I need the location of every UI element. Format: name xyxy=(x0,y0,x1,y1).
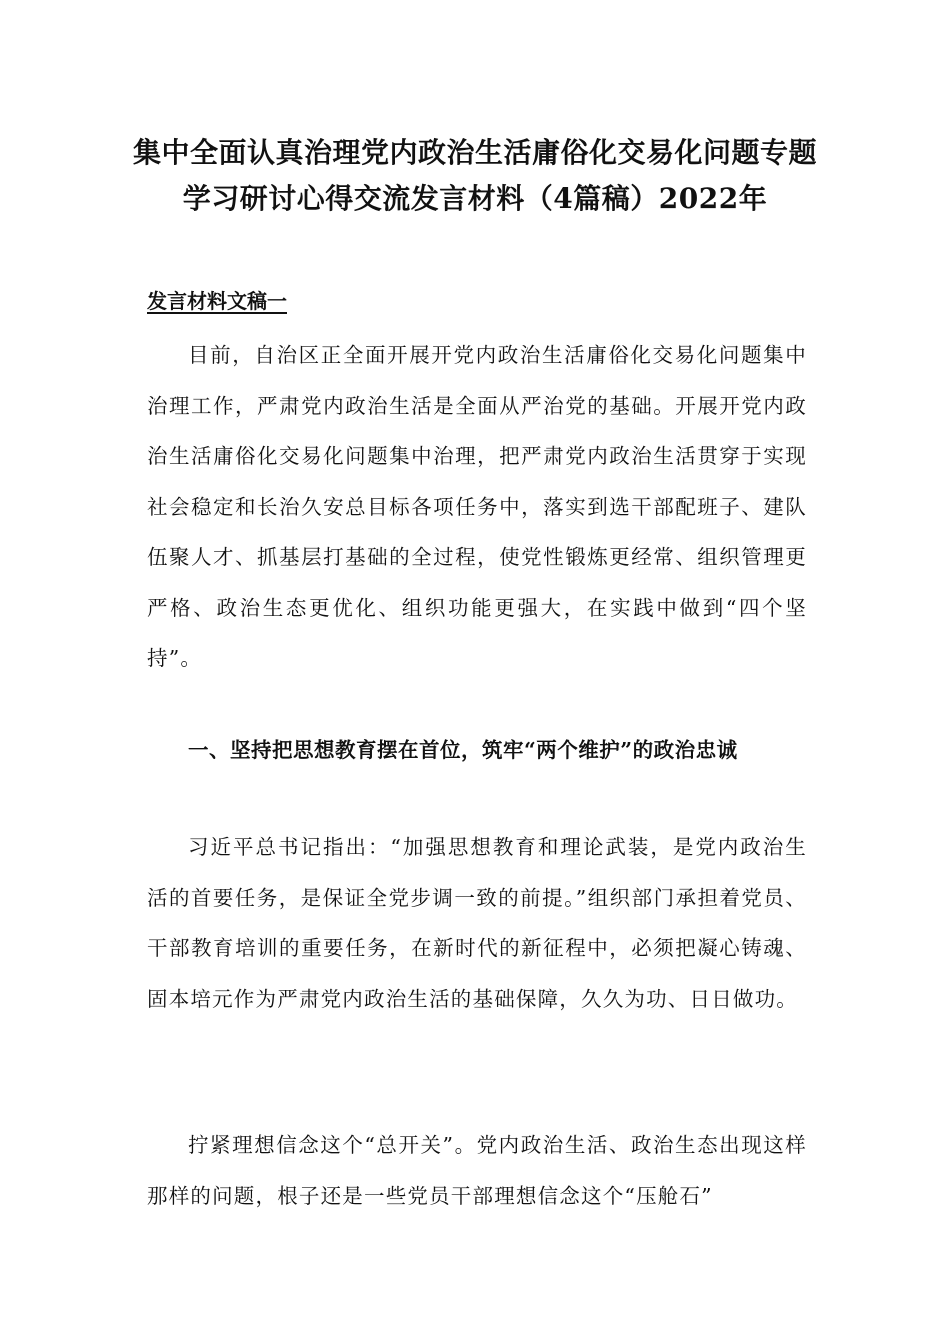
body-paragraph-3: 拧紧理想信念这个“总开关”。党内政治生活、政治生态出现这样那样的问题，根子还是一些党员干部理想信念这个“压舱石” xyxy=(147,1133,807,1208)
section-heading-1: 一、坚持把思想教育摆在首位，筑牢“两个维护”的政治忠诚 xyxy=(188,738,738,762)
document-title: 集中全面认真治理党内政治生活庸俗化交易化问题专题学习研讨心得交流发言材料（4篇稿）2022年 xyxy=(132,136,817,215)
section-label: 发言材料文稿一 xyxy=(147,289,287,313)
body-paragraph-2: 习近平总书记指出：“加强思想教育和理论武装，是党内政治生活的首要任务，是保证全党步调一致的前提。”组织部门承担着党员、干部教育培训的重要任务，在新时代的新征程中，必须把凝心铸魂、固本培元作为严肃党内政治生活的基础保障，久久为功、日日做功。 xyxy=(147,835,807,1011)
body-paragraph-1: 目前，自治区正全面开展开党内政治生活庸俗化交易化问题集中治理工作，严肃党内政治生活是全面从严治党的基础。开展开党内政治生活庸俗化交易化问题集中治理，把严肃党内政治生活贯穿于实现社会稳定和长治久安总目标各项任务中，落实到选干部配班子、建队伍聚人才、抓基层打基础的全过程，使党性锻炼更经常、组织管理更严格、政治生态更优化、组织功能更强大，在实践中做到“四个坚持”。 xyxy=(147,343,807,670)
